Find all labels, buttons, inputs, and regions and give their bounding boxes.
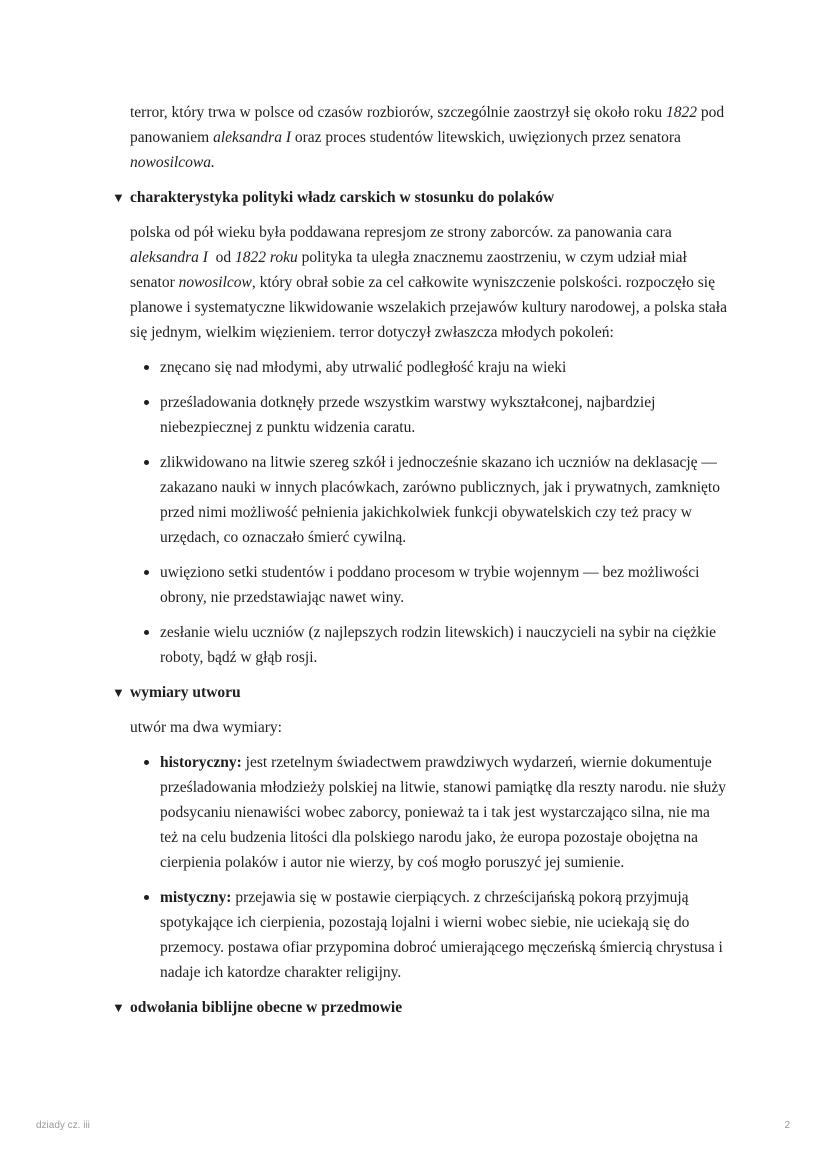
- list-item-text: zesłanie wielu uczniów (z najlepszych rodzin litewskich) i nauczycieli na sybir na ciężkie roboty, bądź w głąb rosji.: [160, 624, 717, 666]
- collapse-triangle-icon[interactable]: ▼: [112, 190, 125, 205]
- intro-senator-name: nowosilcowa.: [130, 154, 215, 171]
- bullet-icon: [144, 760, 149, 765]
- policy-text-mid: od: [207, 249, 236, 266]
- bullet-icon: [144, 570, 149, 575]
- list-item-text: uwięziono setki studentów i poddano procesom w trybie wojennym — bez możliwości obrony, nie przedstawiając nawet winy.: [160, 564, 700, 606]
- intro-text-1: terror, który trwa w polsce od czasów rozbiorów, szczególnie zaostrzył się około roku: [130, 104, 666, 121]
- list-item: [160, 885, 730, 985]
- list-item: [160, 620, 730, 670]
- bullet-icon: [144, 460, 149, 465]
- list-item: [160, 750, 730, 875]
- policy-tsar-name: aleksandra I: [130, 249, 208, 266]
- section-biblical-title: odwołania biblijne obecne w przedmowie: [130, 999, 403, 1016]
- bullet-icon: [144, 630, 149, 635]
- bullet-icon: [144, 895, 149, 900]
- intro-year: 1822: [665, 104, 697, 121]
- dimensions-list: [130, 750, 730, 985]
- intro-text-3: oraz proces studentów litewskich, uwięzionych przez senatora: [291, 129, 681, 146]
- list-item-text: prześladowania dotknęły przede wszystkim warstwy wykształconej, najbardziej niebezpiecznej z punktu widzenia caratu.: [160, 394, 656, 436]
- list-item-text: zlikwidowano na litwie szereg szkół i jednocześnie skazano ich uczniów na deklasację — zakazano nauki w innych placówkach, zarówno publicznych, jak i prywatnych, zamknięto przed nimi możliwość pełnienia jakichkolwiek funkcji obywatelskich czy też pracy w urzędach, co oznaczało śmierć cywilną.: [160, 454, 720, 546]
- list-item: [160, 560, 730, 610]
- document-content: [112, 100, 730, 1030]
- section-policy: [112, 185, 730, 670]
- intro-tsar-name: aleksandra I: [213, 129, 291, 146]
- section-policy-paragraph: [130, 220, 730, 345]
- dimension-text: jest rzetelnym świadectwem prawdziwych wydarzeń, wiernie dokumentuje prześladowania młodzieży polskiej na litwie, stanowi pamiątkę dla reszty narodu. nie służy podsycaniu nienawiści wobec zaborcy, ponieważ ta i tak jest wystarczająco silna, nie ma też na celu budzenia litości dla polskiego narodu jako, że europa pozostaje obojętna na cierpienia polaków i autor nie wierzy, by coś mogło poruszyć jej sumienie.: [160, 754, 727, 871]
- dimension-label: historyczny:: [160, 754, 242, 771]
- dimension-text: przejawia się w postawie cierpiących. z chrześcijańską pokorą przyjmują spotykające ich cierpienia, pozostają lojalni i wierni wobec siebie, nie uciekają się do przemocy. postawa ofiar przypomina dobroć umierającego męczeńską śmiercią chrystusa i nadaje ich katordze charakter religijny.: [160, 889, 723, 981]
- list-item-text: znęcano się nad młodymi, aby utrwalić podległość kraju na wieki: [160, 359, 567, 376]
- section-dimensions-heading[interactable]: [112, 680, 730, 705]
- list-item: [160, 355, 730, 380]
- list-item: [160, 390, 730, 440]
- collapse-triangle-icon[interactable]: ▼: [112, 685, 125, 700]
- list-item: [160, 450, 730, 550]
- intro-paragraph: [130, 100, 730, 175]
- policy-text-2: polityka ta uległa znacznemu zaostrzeniu, w czym udział miał senator: [130, 249, 687, 291]
- collapse-triangle-icon[interactable]: ▼: [112, 1000, 125, 1015]
- policy-year: 1822 roku: [235, 249, 298, 266]
- section-policy-title: charakterystyka polityki władz carskich w stosunku do polaków: [130, 189, 555, 206]
- dimension-label: mistyczny:: [160, 889, 232, 906]
- section-policy-heading[interactable]: [112, 185, 730, 210]
- section-dimensions-lead: utwór ma dwa wymiary:: [130, 719, 282, 736]
- policy-senator-name: nowosilcow: [178, 274, 252, 291]
- intro-text-2: pod panowaniem: [130, 104, 725, 146]
- section-dimensions: [112, 680, 730, 985]
- footer-page-number: 2: [784, 1120, 790, 1131]
- policy-list: [130, 355, 730, 670]
- section-dimensions-title: wymiary utworu: [130, 684, 241, 701]
- bullet-icon: [144, 400, 149, 405]
- policy-text-3: , który obrał sobie za cel całkowite wyniszczenie polskości. rozpoczęło się planowe i systematyczne likwidowanie wszelakich przejawów kultury narodowej, a polska stała się jednym, wielkim więzieniem. terror dotyczył zwłaszcza młodych pokoleń:: [130, 274, 727, 341]
- bullet-icon: [144, 365, 149, 370]
- policy-text-1: polska od pół wieku była poddawana represjom ze strony zaborców. za panowania cara: [130, 224, 672, 241]
- section-biblical: [112, 995, 730, 1020]
- section-biblical-heading[interactable]: [112, 995, 730, 1020]
- footer-document-title: dziady cz. iii: [36, 1120, 90, 1131]
